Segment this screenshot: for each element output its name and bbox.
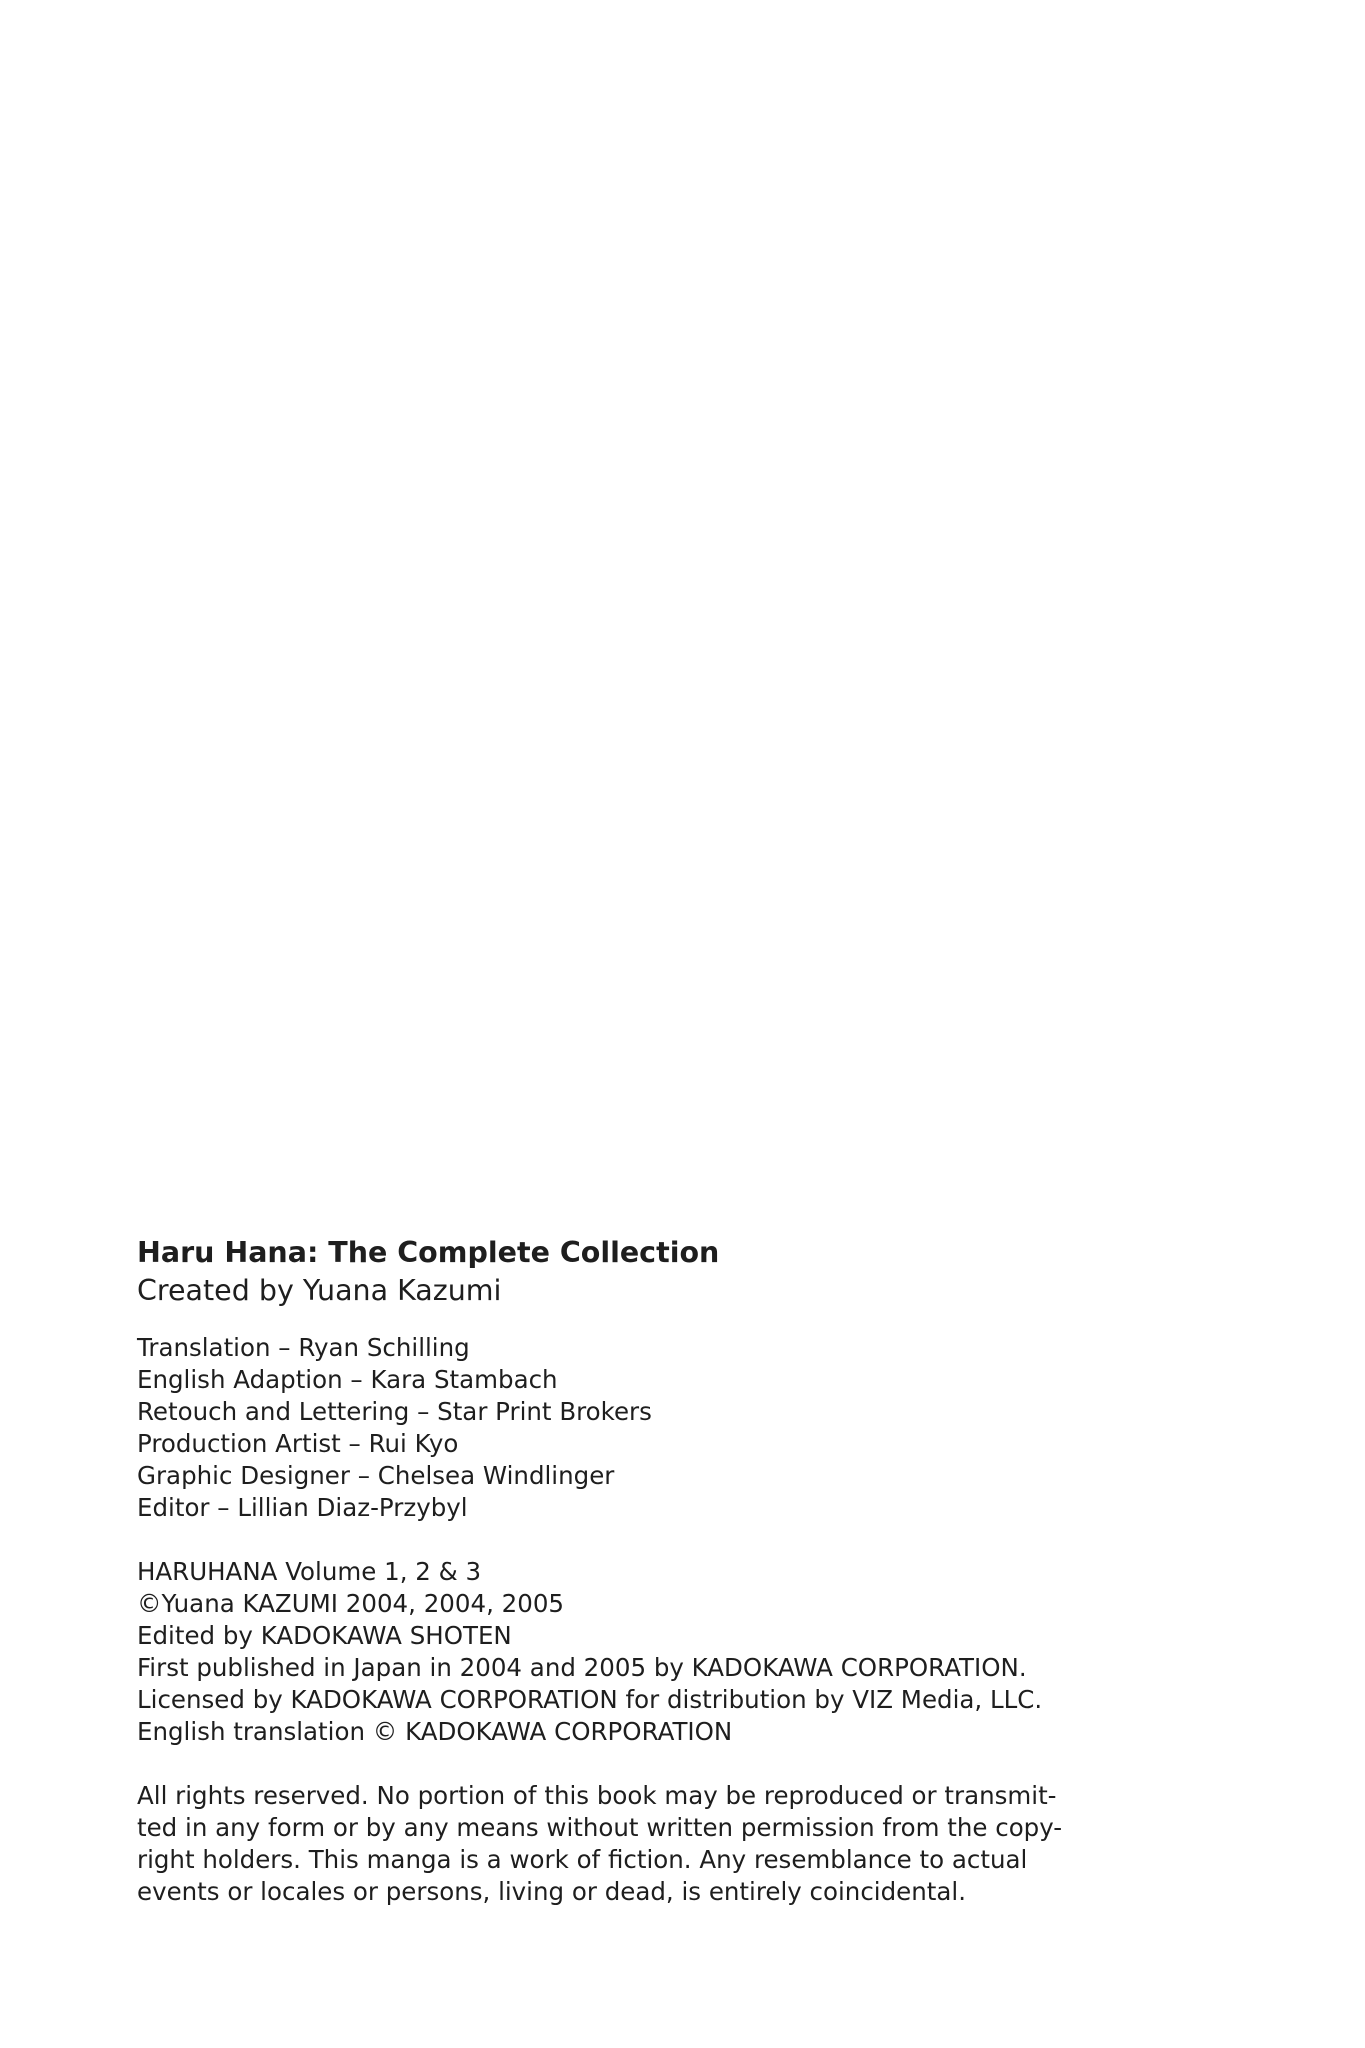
rights-line: ted in any form or by any means without written permission from the copy- — [137, 1813, 1063, 1842]
copyright-line: Edited by KADOKAWA SHOTEN — [137, 1621, 512, 1650]
copyright-page-block — [137, 1234, 1137, 1908]
copyright-line: HARUHANA Volume 1, 2 & 3 — [137, 1557, 482, 1586]
copyright-line: Licensed by KADOKAWA CORPORATION for distribution by VIZ Media, LLC. — [137, 1685, 1043, 1714]
rights-line: right holders. This manga is a work of fiction. Any resemblance to actual — [137, 1845, 1028, 1874]
credit-translation: Translation – Ryan Schilling — [137, 1333, 470, 1362]
credit-english-adaption: English Adaption – Kara Stambach — [137, 1365, 558, 1394]
staff-credits — [137, 1332, 1137, 1524]
copyright-line: First published in Japan in 2004 and 2005 by KADOKAWA CORPORATION. — [137, 1653, 1027, 1682]
copyright-line: English translation © KADOKAWA CORPORATION — [137, 1717, 733, 1746]
rights-line: All rights reserved. No portion of this book may be reproduced or transmit- — [137, 1781, 1057, 1810]
rights-statement — [137, 1780, 1137, 1908]
rights-line: events or locales or persons, living or dead, is entirely coincidental. — [137, 1877, 966, 1906]
credit-retouch-lettering: Retouch and Lettering – Star Print Brokers — [137, 1397, 652, 1426]
credit-graphic-designer: Graphic Designer – Chelsea Windlinger — [137, 1461, 615, 1490]
credit-editor: Editor – Lillian Diaz-Przybyl — [137, 1493, 468, 1522]
book-title: Haru Hana: The Complete Collection — [137, 1236, 720, 1269]
credit-production-artist: Production Artist – Rui Kyo — [137, 1429, 459, 1458]
creator-line: Created by Yuana Kazumi — [137, 1274, 502, 1307]
copyright-line: ©Yuana KAZUMI 2004, 2004, 2005 — [137, 1589, 564, 1618]
copyright-notice — [137, 1556, 1137, 1748]
